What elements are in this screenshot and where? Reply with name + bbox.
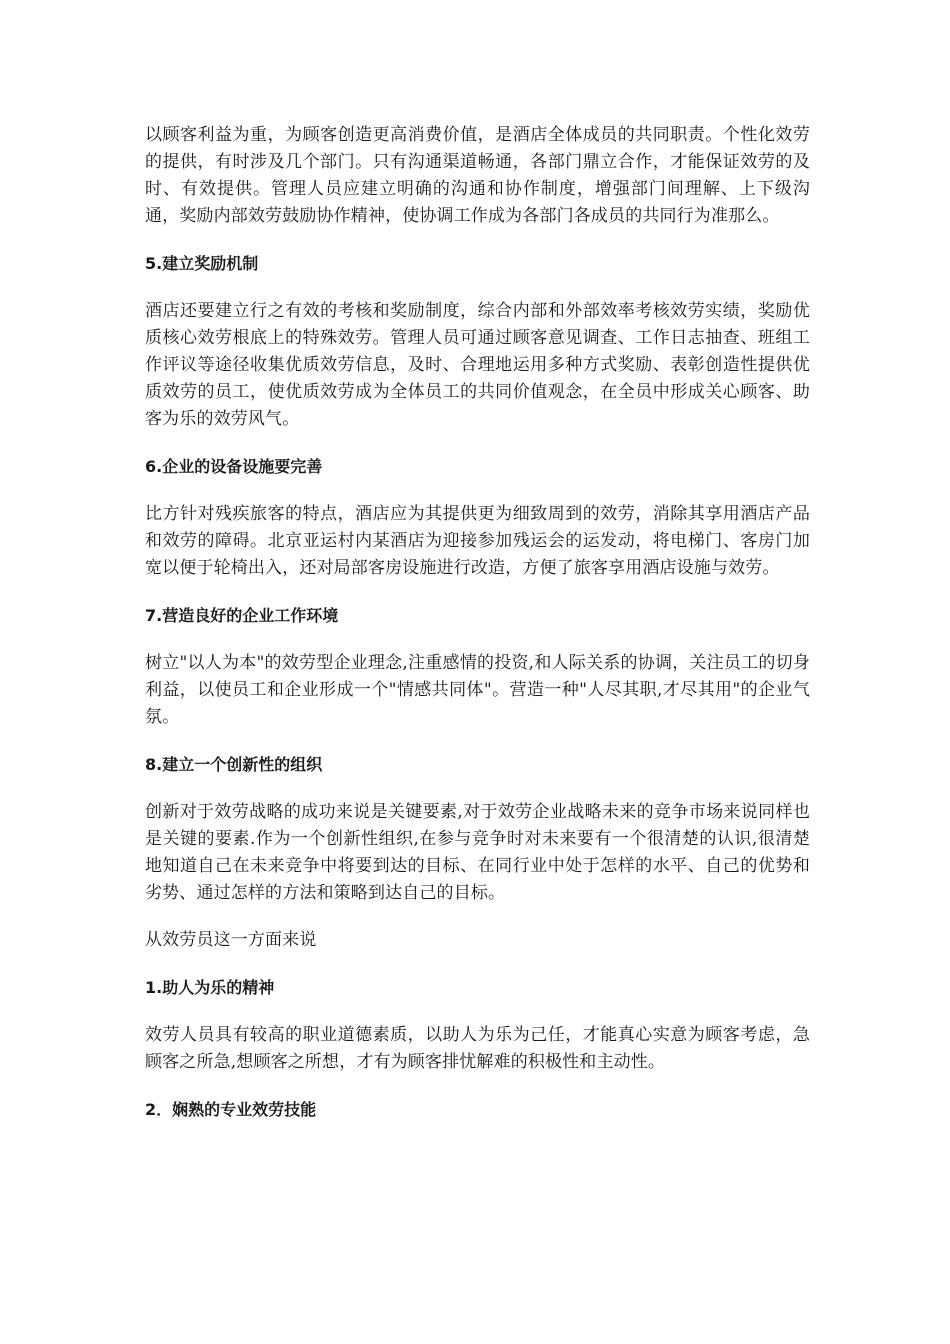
paragraph-facilities: 比方针对残疾旅客的特点，酒店应为其提供更为细致周到的效劳，消除其享用酒店产品和效劳的障碍。北京亚运村内某酒店为迎接参加残运会的运发动，将电梯门、客房门加宽以便于轮椅出入，还对局部客房设施进行改造，方便了旅客享用酒店设施与效劳。	[145, 504, 810, 578]
paragraph-staff-perspective: 从效劳员这一方面来说	[145, 930, 317, 950]
heading-helpful-spirit: 1.助人为乐的精神	[145, 978, 275, 997]
paragraph-innovative-organization: 创新对于效劳战略的成功来说是关键要素,对于效劳企业战略未来的竞争市场来说同样也是关键的要素.作为一个创新性组织,在参与竞争时对未来要有一个很清楚的认识,很清楚地知道自己在未来竞争中将要到达的目标、在同行业中处于怎样的水平、自己的优势和劣势、通过怎样的方法和策略到达自己的目标。	[145, 802, 810, 903]
heading-work-environment: 7.营造良好的企业工作环境	[145, 606, 339, 625]
heading-facilities: 6.企业的设备设施要完善	[145, 457, 323, 476]
heading-professional-skills: 2．娴熟的专业效劳技能	[145, 1100, 317, 1119]
paragraph-collaboration: 以顾客利益为重，为顾客创造更高消费价值，是酒店全体成员的共同职责。个性化效劳的提供，有时涉及几个部门。只有沟通渠道畅通，各部门鼎立合作，才能保证效劳的及时、有效提供。管理人员应建立明确的沟通和协作制度，增强部门间理解、上下级沟通，奖励内部效劳鼓励协作精神，使协调工作成为各部门各成员的共同行为准那么。	[145, 125, 810, 226]
paragraph-helpful-spirit: 效劳人员具有较高的职业道德素质，以助人为乐为己任，才能真心实意为顾客考虑，急顾客之所急,想顾客之所想，才有为顾客排忧解难的积极性和主动性。	[145, 1025, 810, 1072]
heading-reward-mechanism: 5.建立奖励机制	[145, 254, 259, 273]
heading-innovative-organization: 8.建立一个创新性的组织	[145, 755, 323, 774]
paragraph-work-environment: 树立"以人为本"的效劳型企业理念,注重感情的投资,和人际关系的协调，关注员工的切身利益，以使员工和企业形成一个"情感共同体"。营造一种"人尽其职,才尽其用"的企业气氛。	[145, 653, 810, 727]
paragraph-reward-mechanism: 酒店还要建立行之有效的考核和奖励制度，综合内部和外部效率考核效劳实绩，奖励优质核心效劳根底上的特殊效劳。管理人员可通过顾客意见调查、工作日志抽查、班组工作评议等途径收集优质效劳信息，及时、合理地运用多种方式奖励、表彰创造性提供优质效劳的员工，使优质效劳成为全体员工的共同价值观念，在全员中形成关心顾客、助客为乐的效劳风气。	[145, 301, 810, 429]
document-body	[145, 122, 810, 1123]
